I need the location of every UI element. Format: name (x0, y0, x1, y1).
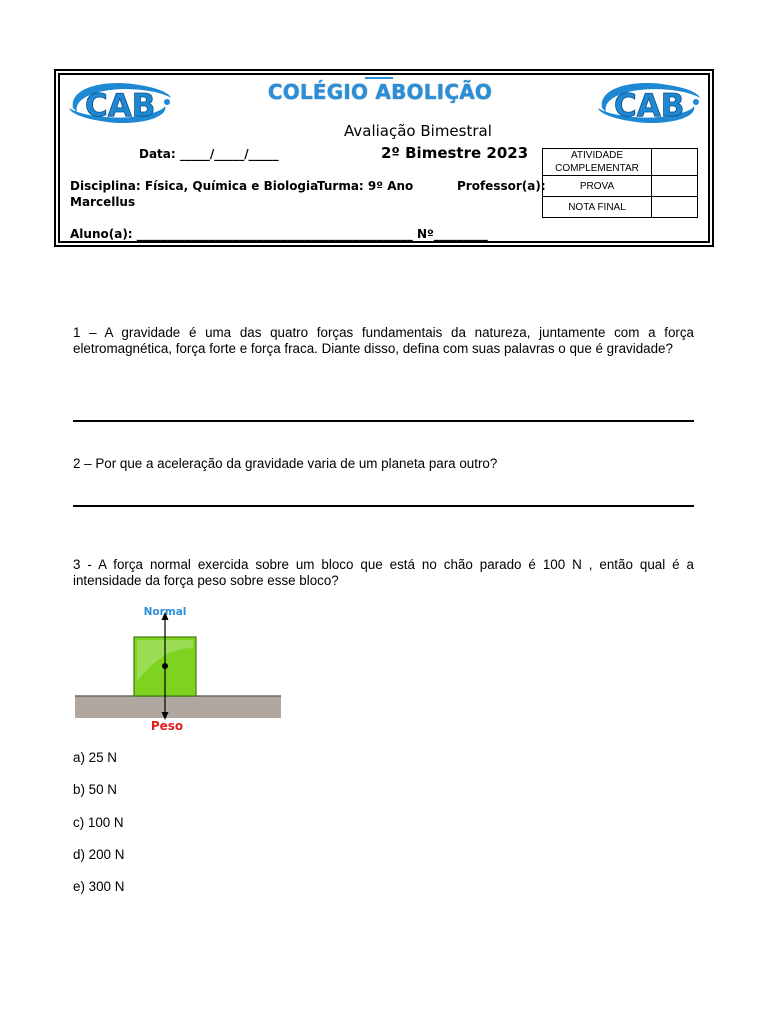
force-diagram (74, 604, 284, 736)
answer-line-2[interactable] (73, 505, 694, 507)
teacher-label: Professor(a): (457, 179, 546, 193)
school-logo-left (63, 78, 175, 126)
question-1: 1 – A gravidade é uma das quatro forças fundamentais da natureza, juntamente com a força eletromagnética, força forte e força fraca. Diante disso, defina com suas palavras o que é gravidade? (73, 325, 694, 356)
answer-line-1[interactable] (73, 420, 694, 422)
center-of-mass (162, 663, 168, 669)
grade-value-box[interactable] (652, 176, 698, 197)
grade-row (543, 176, 698, 197)
date-field: Data: _____/_____/_____ (139, 147, 279, 161)
school-logo-right (592, 78, 704, 126)
grade-value-box[interactable] (652, 197, 698, 218)
grade-label: NOTA FINAL (543, 197, 652, 218)
grade-table (542, 148, 698, 218)
logo-text-left: CAB (85, 88, 156, 124)
bimester-title: 2º Bimestre 2023 (381, 144, 529, 162)
school-name: COLÉGIO ABOLIÇÃO (267, 80, 493, 104)
grade-row (543, 197, 698, 218)
question-3: 3 - A força normal exercida sobre um bloco que está no chão parado é 100 N , então qual é a intensidade da força peso sobre esse bloco? (73, 557, 694, 588)
grade-label: PROVA (543, 176, 652, 197)
question-2: 2 – Por que a aceleração da gravidade varia de um planeta para outro? (73, 456, 498, 471)
option-b[interactable]: b) 50 N (73, 782, 117, 797)
grade-row (543, 149, 698, 176)
class-label: Turma: 9º Ano (317, 179, 414, 193)
grade-label: ATIVIDADE COMPLEMENTAR (543, 149, 652, 176)
student-name-field: Aluno(a): ______________________________________________ Nº_________ (70, 227, 488, 241)
discipline-label: Disciplina: Física, Química e Biologia (70, 179, 319, 193)
option-e[interactable]: e) 300 N (73, 879, 125, 894)
grade-value-box[interactable] (652, 149, 698, 176)
teacher-name: Marcellus (70, 195, 136, 209)
option-d[interactable]: d) 200 N (73, 847, 125, 862)
normal-label: Normal (143, 606, 187, 618)
ground (75, 696, 281, 718)
school-name-accent (365, 77, 393, 79)
logo-text-right: CAB (614, 88, 685, 124)
peso-label: Peso (150, 719, 184, 733)
exam-title: Avaliação Bimestral (344, 122, 492, 140)
option-a[interactable]: a) 25 N (73, 750, 117, 765)
option-c[interactable]: c) 100 N (73, 815, 124, 830)
